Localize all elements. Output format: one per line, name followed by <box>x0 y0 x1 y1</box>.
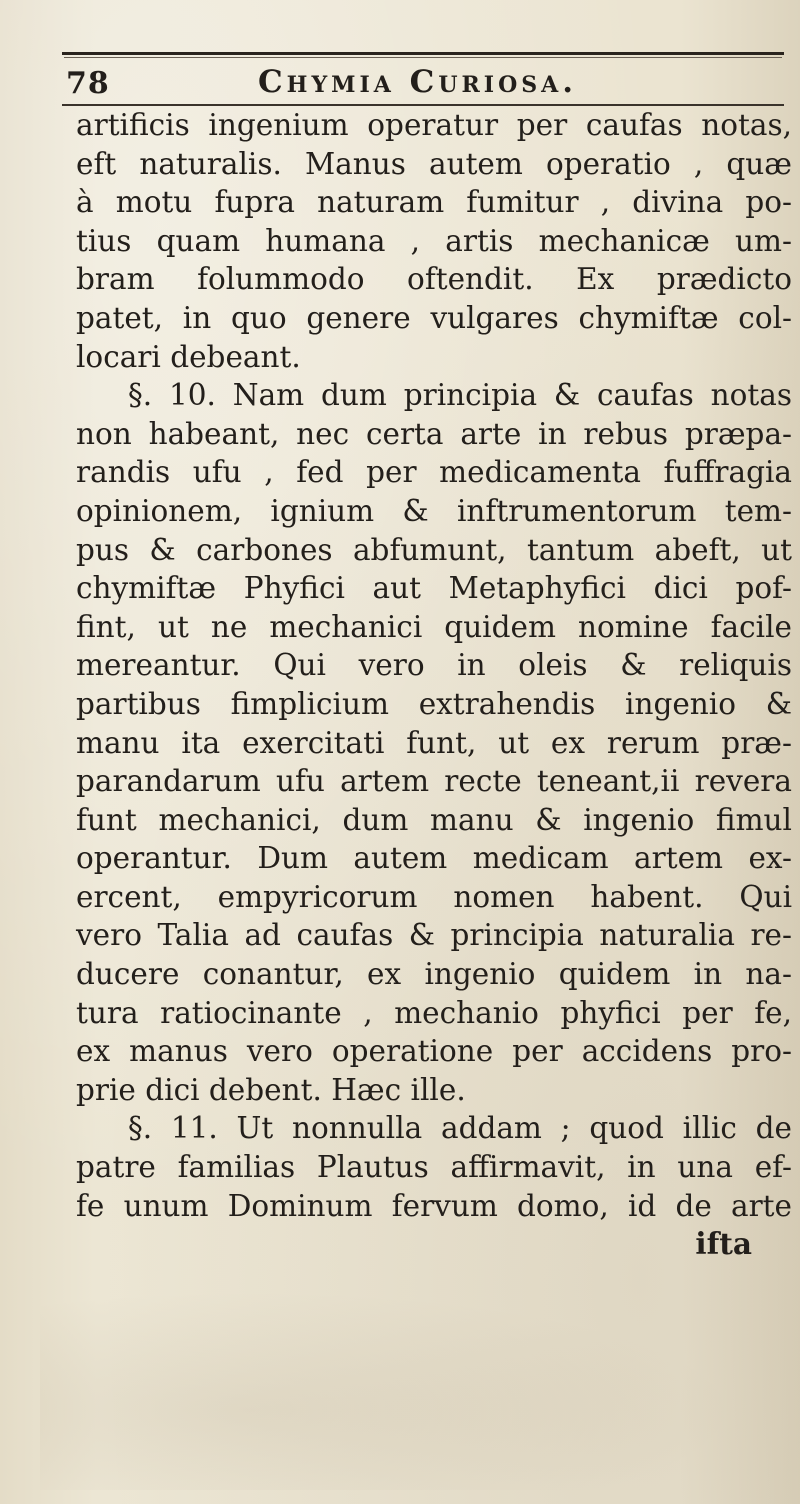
text-line: patet, in quo genere vulgares chymiftæ col- <box>76 300 792 335</box>
text-line: vero Talia ad caufas & principia naturalia re- <box>76 918 792 953</box>
text-line: randis ufu , fed per medicamenta fuffragia <box>76 455 792 490</box>
text-line: artificis ingenium operatur per caufas notas, <box>76 108 792 142</box>
text-line: operantur. Dum autem medicam artem ex- <box>76 841 792 876</box>
text-line: prie dici debent. Hæc ille. <box>76 1072 466 1107</box>
text-line: partibus fimplicium extrahendis ingenio & <box>76 686 792 721</box>
text-line: non habeant, nec certa arte in rebus præpa- <box>76 416 792 451</box>
text-line: tius quam humana , artis mechanicæ um- <box>76 223 792 258</box>
body-text <box>76 106 796 1264</box>
page-number: 78 <box>66 66 110 101</box>
text-line: mereantur. Qui vero in oleis & reliquis <box>76 648 792 683</box>
text-line: funt mechanici, dum manu & ingenio fimul <box>76 802 792 837</box>
header-rule <box>62 52 784 55</box>
text-line: bram folummodo oftendit. Ex prædicto <box>76 262 792 297</box>
paragraph-start-line: §. 10. Nam dum principia & caufas notas <box>128 378 792 413</box>
text-line: parandarum ufu artem recte teneant,ii revera <box>76 764 792 799</box>
text-line: pus & carbones abfumunt, tantum abeft, ut <box>76 532 792 567</box>
text-line: ercent, empyricorum nomen habent. Qui <box>76 879 792 914</box>
text-line: fint, ut ne mechanici quidem nomine facile <box>76 609 792 644</box>
text-line: locari debeant. <box>76 339 301 374</box>
text-line: ex manus vero operatione per accidens pro- <box>76 1034 792 1069</box>
text-line: chymiftæ Phyfici aut Metaphyfici dici pof- <box>76 571 792 606</box>
text-line: eft naturalis. Manus autem operatio , quæ <box>76 146 792 181</box>
running-title: Chymia Curiosa. <box>258 64 578 100</box>
paragraph-start-line: §. 11. Ut nonnulla addam ; quod illic de <box>128 1111 792 1146</box>
text-line: ducere conantur, ex ingenio quidem in na- <box>76 957 792 992</box>
text-line: patre familias Plautus affirmavit, in una ef- <box>76 1150 792 1185</box>
text-line: opinionem, ignium & inftrumentorum tem- <box>76 493 792 528</box>
catchword: ifta <box>695 1226 752 1262</box>
paper-stain <box>40 1290 740 1490</box>
text-line: tura ratiocinante , mechanio phyfici per fe, <box>76 995 792 1030</box>
header-rule-thin <box>64 57 782 58</box>
text-line: manu ita exercitati funt, ut ex rerum præ- <box>76 725 792 760</box>
text-line: fe unum Dominum fervum domo, id de arte <box>76 1188 792 1223</box>
running-header <box>62 60 784 104</box>
text-line: à motu fupra naturam fumitur , divina po- <box>76 185 792 220</box>
